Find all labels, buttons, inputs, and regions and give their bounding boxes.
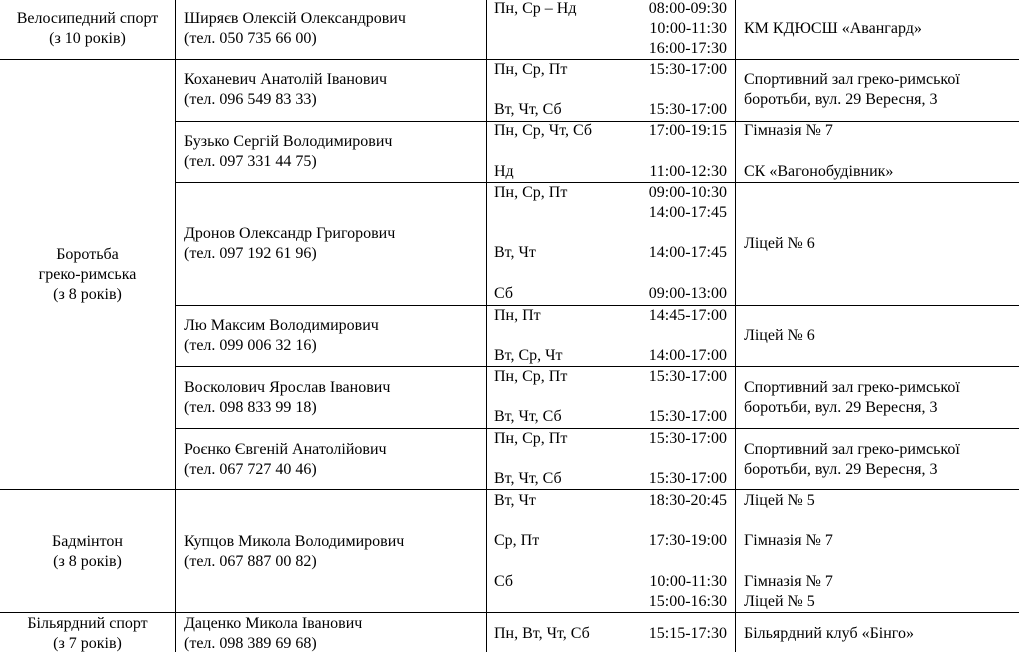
schedule-time: 14:00-17:00 xyxy=(648,347,727,364)
coach-phone: (тел. 097 331 44 75) xyxy=(184,153,317,170)
schedule-time: 15:30-17:00 xyxy=(648,470,727,487)
venue: СК «Вагонобудівник» xyxy=(744,163,894,180)
schedule-days: Пн, Ср, Чт, Сб xyxy=(494,122,592,139)
coach-name: Восколович Ярослав Іванович xyxy=(184,379,391,396)
grid-line xyxy=(0,612,1019,613)
sport-name: греко-римська xyxy=(38,266,137,283)
coach-name: Роєнко Євгеній Анатолійович xyxy=(184,441,387,458)
schedule-time: 10:00-11:30 xyxy=(649,573,727,590)
coach-phone: (тел. 096 549 83 33) xyxy=(184,91,317,108)
schedule-days: Ср, Пт xyxy=(494,532,540,549)
grid-line xyxy=(0,489,1019,490)
schedule-days: Пн, Пт xyxy=(494,307,541,324)
sport-age: (з 8 років) xyxy=(53,286,122,303)
schedule-time: 10:00-11:30 xyxy=(649,20,727,37)
grid-line xyxy=(175,428,1019,429)
coach-phone: (тел. 050 735 66 00) xyxy=(184,30,317,47)
grid-line xyxy=(175,366,1019,367)
schedule-time: 15:30-17:00 xyxy=(648,61,727,78)
venue: Гімназія № 7 xyxy=(744,573,833,590)
schedule-time: 16:00-17:30 xyxy=(648,40,727,57)
schedule-time: 08:00-09:30 xyxy=(648,0,727,17)
sport-age: (з 10 років) xyxy=(49,30,126,47)
coach-name: Даценко Микола Іванович xyxy=(184,615,363,632)
grid-line xyxy=(175,121,1019,122)
sport-name: Бадмінтон xyxy=(52,533,123,550)
venue: КМ КДЮСШ «Авангард» xyxy=(744,20,922,37)
sport-age: (з 7 років) xyxy=(53,635,122,652)
coach-phone: (тел. 067 727 40 46) xyxy=(184,461,317,478)
coach-name: Купцов Микола Володимирович xyxy=(184,533,405,550)
schedule-days: Вт, Чт xyxy=(494,492,536,509)
grid-line xyxy=(175,0,176,652)
sport-name: Більярдний спорт xyxy=(27,615,148,632)
schedule-days: Пн, Ср – Нд xyxy=(494,0,577,17)
schedule-time: 17:30-19:00 xyxy=(648,532,727,549)
venue: Спортивний зал греко-римської xyxy=(744,441,960,458)
venue: боротьби, вул. 29 Вересня, 3 xyxy=(744,91,938,108)
venue: Ліцей № 5 xyxy=(744,593,815,610)
schedule-time: 15:30-17:00 xyxy=(648,408,727,425)
schedule-time: 09:00-13:00 xyxy=(648,285,727,302)
schedule-days: Сб xyxy=(494,573,514,590)
schedule-days: Вт, Чт, Сб xyxy=(494,470,562,487)
schedule-days: Вт, Ср, Чт xyxy=(494,347,563,364)
coach-phone: (тел. 097 192 61 96) xyxy=(184,245,317,262)
schedule-days: Вт, Чт, Сб xyxy=(494,408,562,425)
coach-name: Бузько Сергій Володимирович xyxy=(184,133,393,150)
venue: Спортивний зал греко-римської xyxy=(744,71,960,88)
coach-phone: (тел. 098 389 69 68) xyxy=(184,635,317,652)
schedule-days: Пн, Вт, Чт, Сб xyxy=(494,625,590,642)
coach-name: Ширяєв Олексій Олександрович xyxy=(184,10,406,27)
venue: боротьби, вул. 29 Вересня, 3 xyxy=(744,461,938,478)
grid-line xyxy=(175,305,1019,306)
grid-line xyxy=(175,182,1019,183)
schedule-time: 15:00-16:30 xyxy=(648,593,727,610)
schedule-time: 14:00-17:45 xyxy=(648,204,727,221)
coach-name: Лю Максим Володимирович xyxy=(184,317,379,334)
venue: Ліцей № 5 xyxy=(744,492,815,509)
grid-line xyxy=(486,0,487,652)
coach-name: Коханевич Анатолій Іванович xyxy=(184,71,388,88)
coach-phone: (тел. 099 006 32 16) xyxy=(184,337,317,354)
schedule-time: 14:00-17:45 xyxy=(648,244,727,261)
schedule-days: Нд xyxy=(494,163,514,180)
venue: боротьби, вул. 29 Вересня, 3 xyxy=(744,399,938,416)
schedule-time: 15:30-17:00 xyxy=(648,430,727,447)
schedule-days: Пн, Ср, Пт xyxy=(494,368,568,385)
coach-phone: (тел. 098 833 99 18) xyxy=(184,399,317,416)
schedule-time: 15:30-17:00 xyxy=(648,368,727,385)
schedule-days: Пн, Ср, Пт xyxy=(494,61,568,78)
schedule-time: 18:30-20:45 xyxy=(648,492,727,509)
venue: Гімназія № 7 xyxy=(744,122,833,139)
coach-phone: (тел. 067 887 00 82) xyxy=(184,553,317,570)
venue: Ліцей № 6 xyxy=(744,327,815,344)
grid-line xyxy=(735,0,736,652)
schedule-time: 09:00-10:30 xyxy=(648,184,727,201)
schedule-days: Вт, Чт, Сб xyxy=(494,101,562,118)
venue: Ліцей № 6 xyxy=(744,235,815,252)
schedule-days: Пн, Ср, Пт xyxy=(494,430,568,447)
sport-age: (з 8 років) xyxy=(53,553,122,570)
schedule-days: Пн, Ср, Пт xyxy=(494,184,568,201)
schedule-time: 17:00-19:15 xyxy=(648,122,727,139)
venue: Спортивний зал греко-римської xyxy=(744,379,960,396)
schedule-days: Сб xyxy=(494,285,514,302)
schedule-time: 15:15-17:30 xyxy=(648,625,727,642)
sport-name: Велосипедний спорт xyxy=(16,10,159,27)
schedule-days: Вт, Чт xyxy=(494,244,536,261)
coach-name: Дронов Олександр Григорович xyxy=(184,225,396,242)
venue: Гімназія № 7 xyxy=(744,532,833,549)
schedule-time: 14:45-17:00 xyxy=(648,307,727,324)
venue: Більярдний клуб «Бінго» xyxy=(744,625,914,642)
sport-name: Боротьба xyxy=(56,246,119,263)
schedule-time: 15:30-17:00 xyxy=(648,101,727,118)
schedule-time: 11:00-12:30 xyxy=(649,163,727,180)
